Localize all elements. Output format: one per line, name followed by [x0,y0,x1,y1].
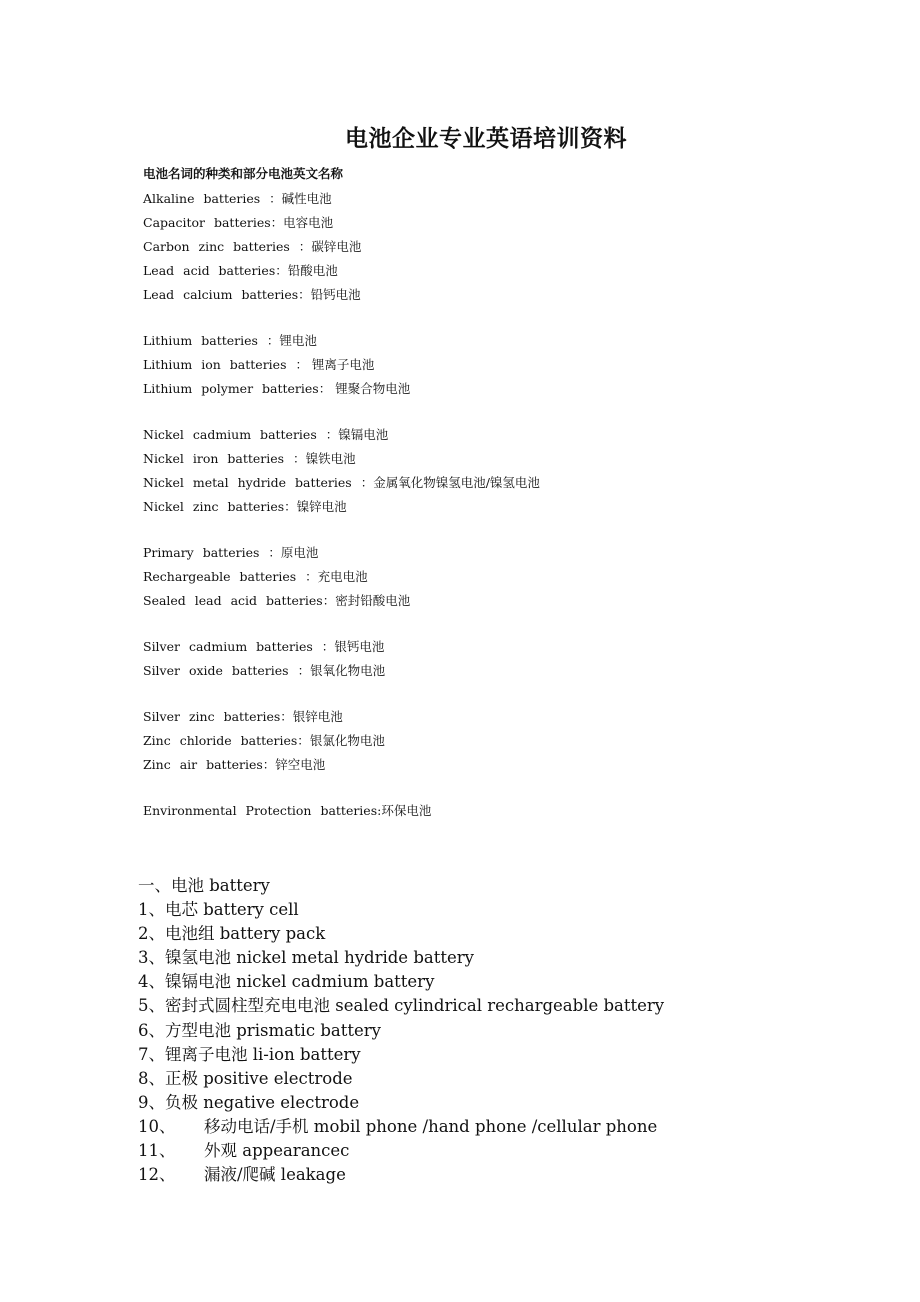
terms-list [138,874,664,1187]
term-item: 7、锂离子电池 li-ion battery [138,1044,361,1064]
glossary-line: Nickel metal hydride batteries ：金属氧化物镍氢电池/镍氢电池 [143,475,540,490]
glossary-line: Primary batteries ：原电池 [143,545,319,560]
glossary-line: Lithium ion batteries ： 锂离子电池 [143,357,375,372]
glossary-line: Capacitor batteries：电容电池 [143,215,334,230]
glossary-line: Nickel cadmium batteries ：镍镉电池 [143,427,389,442]
term-item: 8、正极 positive electrode [138,1068,353,1088]
glossary-line: Alkaline batteries ：碱性电池 [143,191,332,206]
term-item: 10、 移动电话/手机 mobil phone /hand phone /cellular phone [138,1116,658,1136]
term-item: 4、镍镉电池 nickel cadmium battery [138,972,435,992]
glossary-line: Lead acid batteries：铅酸电池 [143,263,338,278]
term-item: 11、 外观 appearancec [138,1141,350,1161]
glossary-line: Nickel zinc batteries：镍锌电池 [143,499,347,514]
section-subtitle: 电池名词的种类和部分电池英文名称 [143,166,344,181]
term-item: 2、电池组 battery pack [138,924,326,944]
glossary-line: Zinc air batteries：锌空电池 [143,757,326,772]
glossary-line: Lithium batteries ：锂电池 [143,333,317,348]
glossary-line: Environmental Protection batteries:环保电池 [143,803,432,818]
term-item: 5、密封式圆柱型充电电池 sealed cylindrical rechargeable battery [138,996,665,1016]
glossary-line: Zinc chloride batteries：银氯化物电池 [143,733,385,748]
glossary-line: Nickel iron batteries ：镍铁电池 [143,451,356,466]
glossary-line: Lead calcium batteries：铅钙电池 [143,287,361,302]
glossary-line: Silver cadmium batteries ：银钙电池 [143,639,385,654]
term-item: 1、电芯 battery cell [138,900,299,920]
glossary-line: Carbon zinc batteries ：碳锌电池 [143,239,362,254]
term-item: 3、镍氢电池 nickel metal hydride battery [138,948,474,968]
glossary-line: Lithium polymer batteries： 锂聚合物电池 [143,381,411,396]
page-title: 电池企业专业英语培训资料 [345,125,627,152]
term-item: 12、 漏液/爬碱 leakage [138,1165,346,1185]
glossary-line: Silver zinc batteries：银锌电池 [143,709,343,724]
term-item: 9、负极 negative electrode [138,1092,360,1112]
term-item: 6、方型电池 prismatic battery [138,1020,381,1040]
glossary-line: Sealed lead acid batteries：密封铅酸电池 [143,593,411,608]
term-item: 一、电池 battery [138,876,270,895]
glossary-line: Rechargeable batteries ：充电电池 [143,569,368,584]
glossary-line: Silver oxide batteries ：银氧化物电池 [143,663,386,678]
